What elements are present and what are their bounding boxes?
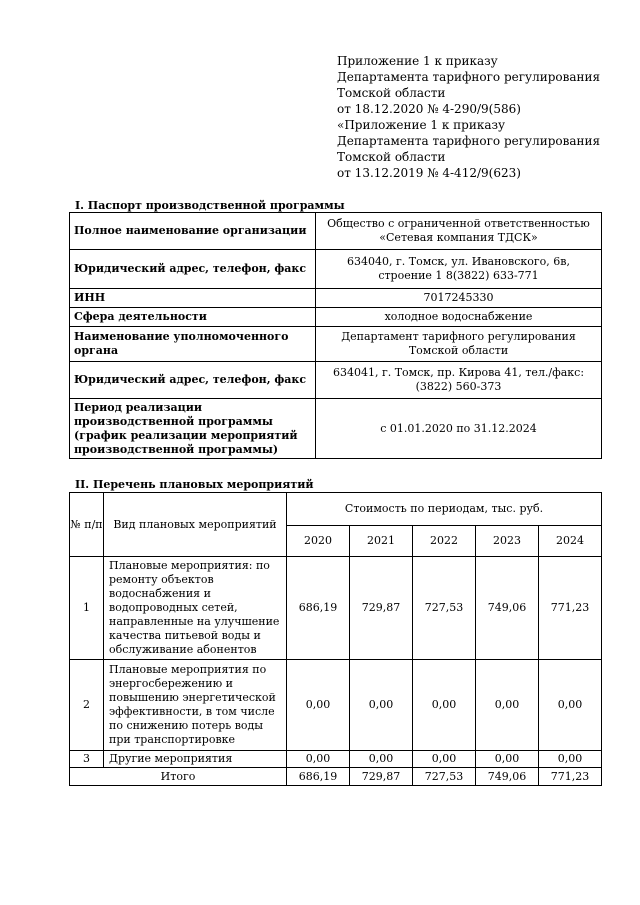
table-row xyxy=(70,308,602,327)
row-value: с 01.01.2020 по 31.12.2024 xyxy=(316,399,602,459)
header-line: Департамента тарифного регулирования xyxy=(337,134,601,148)
order-header xyxy=(337,53,637,181)
row-value: 0,00 xyxy=(413,751,476,768)
row-value: 0,00 xyxy=(539,751,602,768)
header-line: от 18.12.2020 № 4-290/9(586) xyxy=(337,102,521,116)
total-row xyxy=(70,768,602,786)
header-line: Томской области xyxy=(337,150,446,164)
header-line: Департамента тарифного регулирования xyxy=(337,70,601,84)
year-header: 2023 xyxy=(476,526,539,557)
total-value: 771,23 xyxy=(539,768,602,786)
plan-table xyxy=(69,492,602,786)
year-header: 2022 xyxy=(413,526,476,557)
row-value: 0,00 xyxy=(476,660,539,751)
header-line: Приложение 1 к приказу xyxy=(337,54,498,68)
row-value: 729,87 xyxy=(350,557,413,660)
year-header: 2024 xyxy=(539,526,602,557)
row-value: Общество с ограниченной ответственностью «Сетевая компания ТДСК» xyxy=(316,213,602,250)
row-label: Полное наименование организации xyxy=(70,213,316,250)
row-value: 771,23 xyxy=(539,557,602,660)
row-num: 3 xyxy=(70,751,104,768)
total-label: Итого xyxy=(70,768,287,786)
table-row xyxy=(70,399,602,459)
row-label: Наименование уполномоченного органа xyxy=(70,327,316,362)
section-2-title: II. Перечень плановых мероприятий xyxy=(75,478,314,491)
row-value: Департамент тарифного регулирования Томской области xyxy=(316,327,602,362)
table-row xyxy=(70,250,602,289)
row-label: ИНН xyxy=(70,289,316,308)
total-value: 729,87 xyxy=(350,768,413,786)
row-value: 686,19 xyxy=(287,557,350,660)
row-value: 727,53 xyxy=(413,557,476,660)
row-value: 0,00 xyxy=(350,660,413,751)
table-row xyxy=(70,751,602,768)
row-value: 0,00 xyxy=(287,660,350,751)
total-value: 749,06 xyxy=(476,768,539,786)
header-line: Томской области xyxy=(337,86,446,100)
col-header-num: № п/п xyxy=(70,493,104,557)
row-value: 0,00 xyxy=(476,751,539,768)
row-value: холодное водоснабжение xyxy=(316,308,602,327)
table-row xyxy=(70,289,602,308)
row-label: Юридический адрес, телефон, факс xyxy=(70,250,316,289)
row-value: 7017245330 xyxy=(316,289,602,308)
header-line: от 13.12.2019 № 4-412/9(623) xyxy=(337,166,521,180)
row-value: 0,00 xyxy=(413,660,476,751)
table-header-row xyxy=(70,493,602,526)
passport-table xyxy=(69,212,602,459)
col-header-type: Вид плановых мероприятий xyxy=(104,493,287,557)
section-1-title: I. Паспорт производственной программы xyxy=(75,199,345,212)
row-label: Юридический адрес, телефон, факс xyxy=(70,362,316,399)
total-value: 727,53 xyxy=(413,768,476,786)
table-row xyxy=(70,557,602,660)
row-label: Период реализации производственной программы (график реализации мероприятий производственной программы) xyxy=(70,399,316,459)
year-header: 2021 xyxy=(350,526,413,557)
row-value: 634040, г. Томск, ул. Ивановского, 6в, строение 1 8(3822) 633-771 xyxy=(316,250,602,289)
row-num: 1 xyxy=(70,557,104,660)
row-value: 0,00 xyxy=(539,660,602,751)
year-header: 2020 xyxy=(287,526,350,557)
total-value: 686,19 xyxy=(287,768,350,786)
row-name: Другие мероприятия xyxy=(104,751,287,768)
table-row xyxy=(70,362,602,399)
row-value: 749,06 xyxy=(476,557,539,660)
header-line: «Приложение 1 к приказу xyxy=(337,118,506,132)
row-label: Сфера деятельности xyxy=(70,308,316,327)
row-num: 2 xyxy=(70,660,104,751)
table-row xyxy=(70,213,602,250)
table-row xyxy=(70,327,602,362)
col-header-cost: Стоимость по периодам, тыс. руб. xyxy=(287,493,602,526)
table-row xyxy=(70,660,602,751)
row-value: 0,00 xyxy=(350,751,413,768)
row-value: 634041, г. Томск, пр. Кирова 41, тел./факс: (3822) 560-373 xyxy=(316,362,602,399)
row-name: Плановые мероприятия по энергосбережению и повышению энергетической эффективности, в том числе по снижению потерь воды при транспортировке xyxy=(104,660,287,751)
row-value: 0,00 xyxy=(287,751,350,768)
row-name: Плановые мероприятия: по ремонту объектов водоснабжения и водопроводных сетей, направленные на улучшение качества питьевой воды и обслуживание абонентов xyxy=(104,557,287,660)
